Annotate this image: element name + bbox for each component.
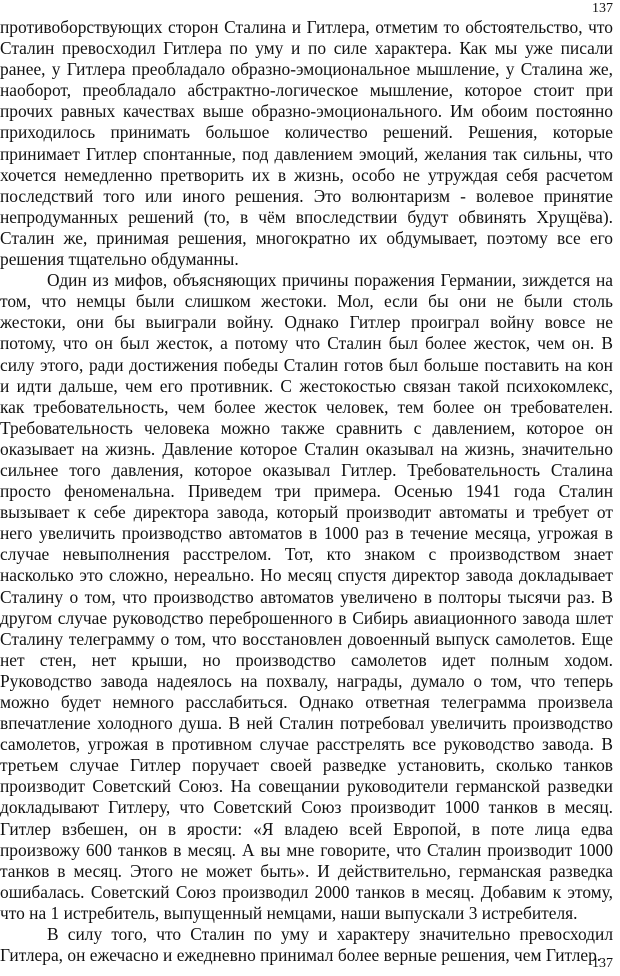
text-line: как требовательность, чем более жесток человек, тем более он требователен. xyxy=(0,396,613,417)
text-line: и идти дальше, чем его противник. С жестокостью связан такой психокомлекс, xyxy=(0,375,613,396)
text-line: Сталин же, принимая решения, многократно их обдумывает, поэтому все его xyxy=(0,227,613,248)
text-line: него увеличить производство автоматов в 1000 раз в течение месяца, угрожая в xyxy=(0,523,613,544)
paragraph xyxy=(0,17,613,270)
text-line: принимает Гитлер спонтанные, под давлением эмоций, желания так сильны, что xyxy=(0,143,613,164)
text-line: что на 1 истребитель, выпущенный немцами, наши выпускали 3 истребителя. xyxy=(0,902,578,923)
text-line: ошибалась. Советский Союз производил 2000 танков в месяц. Добавим к этому, xyxy=(0,881,613,902)
text-line: прочих равных качествах выше образно-эмоционального. Им обоим постоянно xyxy=(0,101,613,122)
text-line: просто феноменальна. Приведем три примера. Осенью 1941 года Сталин xyxy=(0,481,613,502)
text-line: Требовательность человека можно также сравнить с давлением, которое он xyxy=(0,417,613,438)
paragraph xyxy=(0,270,613,924)
text-line: противоборствующих сторон Сталина и Гитлера, отметим то обстоятельство, что xyxy=(0,17,613,37)
text-line: танков в месяц. Этого не может быть». И действительно, германская разведка xyxy=(0,860,613,881)
text-line: В силу того, что Сталин по уму и характеру значительно превосходил xyxy=(47,924,613,945)
text-line: потому, что он был жесток, а потому что Сталин был более жесток, чем он. В xyxy=(0,333,613,354)
text-line: Руководство завода надеялось на похвалу, награды, думало о том, что теперь xyxy=(0,670,613,691)
text-line: оказывает на жизнь. Давление которое Сталин оказывал на жизнь, значительно xyxy=(0,438,613,459)
text-line: производит Советский Союз. На совещании руководители германской разведки xyxy=(0,776,613,797)
text-line: докладывают Гитлеру, что Советский Союз производит 1000 танков в месяц. xyxy=(0,797,613,818)
text-line: другом случае руководство переброшенного в Сибирь авиационного завода шлет xyxy=(0,607,613,628)
text-line: жестоки, они бы выиграли войну. Однако Гитлер проиграл войну вовсе не xyxy=(0,312,613,333)
text-line: решения тщательно обдуманны. xyxy=(0,249,239,270)
text-line: насколько это сложно, нереально. Но месяц спустя директор завода докладывает xyxy=(0,565,613,586)
text-line: случае невыполнения расстрелом. Тот, кто знаком с производством знает xyxy=(0,544,613,565)
text-line: Сталин превосходил Гитлера по уму и по силе характера. Как мы уже писали xyxy=(0,38,613,59)
text-line: хочется немедленно претворить их в жизнь, особо не утруждая себя расчетом xyxy=(0,164,613,185)
text-line: ранее, у Гитлера преобладало образно-эмоциональное мышление, у Сталина же, xyxy=(0,59,613,80)
text-line: вызывает к себе директора завода, который производит автоматы и требует от xyxy=(0,502,613,523)
text-line: наоборот, преобладало абстрактно-логическое мышление, которое стоит при xyxy=(0,80,613,101)
document-body xyxy=(0,17,613,966)
text-line: сильнее того давления, которое оказывал Гитлер. Требовательность Сталина xyxy=(0,459,613,480)
text-line: нет стен, нет крыши, но производство самолетов идет полным ходом. xyxy=(0,649,613,670)
text-line: непродуманных решений (то, в чём впоследствии будут обвинять Хрущёва). xyxy=(0,206,613,227)
text-line: третьем случае Гитлер поручает своей разведке установить, сколько танков xyxy=(0,755,613,776)
paragraph xyxy=(0,924,613,966)
text-line: Гитлера, он ежечасно и ежедневно принимал более верные решения, чем Гитлер. xyxy=(0,945,602,966)
page-number-bottom: 137 xyxy=(592,956,613,971)
text-line: Сталину о том, что производство автоматов увеличено в полторы тысячи раз. В xyxy=(0,586,613,607)
text-line: Один из мифов, объясняющих причины поражения Германии, зиждется на xyxy=(47,270,613,291)
text-line: последствий того или иного решения. Это волюнтаризм - волевое принятие xyxy=(0,185,613,206)
text-line: произвожу 600 танков в месяц. А вы мне говорите, что Сталин производит 1000 xyxy=(0,839,613,860)
text-line: силу этого, ради достижения победы Сталин готов был больше поставить на кон xyxy=(0,354,613,375)
text-line: Гитлер взбешен, он в ярости: «Я владею всей Европой, в поте лица едва xyxy=(0,818,613,839)
text-line: самолетов, угрожая в противном случае расстрелять все руководство завода. В xyxy=(0,734,613,755)
text-line: Сталину телеграмму о том, что восстановлен довоенный выпуск самолетов. Еще xyxy=(0,628,613,649)
page-number-top: 137 xyxy=(592,1,613,16)
text-line: впечатление холодного душа. В ней Сталин потребовал увеличить производство xyxy=(0,713,613,734)
text-line: приходилось принимать большое количество решений. Решения, которые xyxy=(0,122,613,143)
text-line: можно будет немного расслабиться. Однако ответная телеграмма произвела xyxy=(0,692,613,712)
text-line: том, что немцы были слишком жестоки. Мол, если бы они не были столь xyxy=(0,291,613,312)
